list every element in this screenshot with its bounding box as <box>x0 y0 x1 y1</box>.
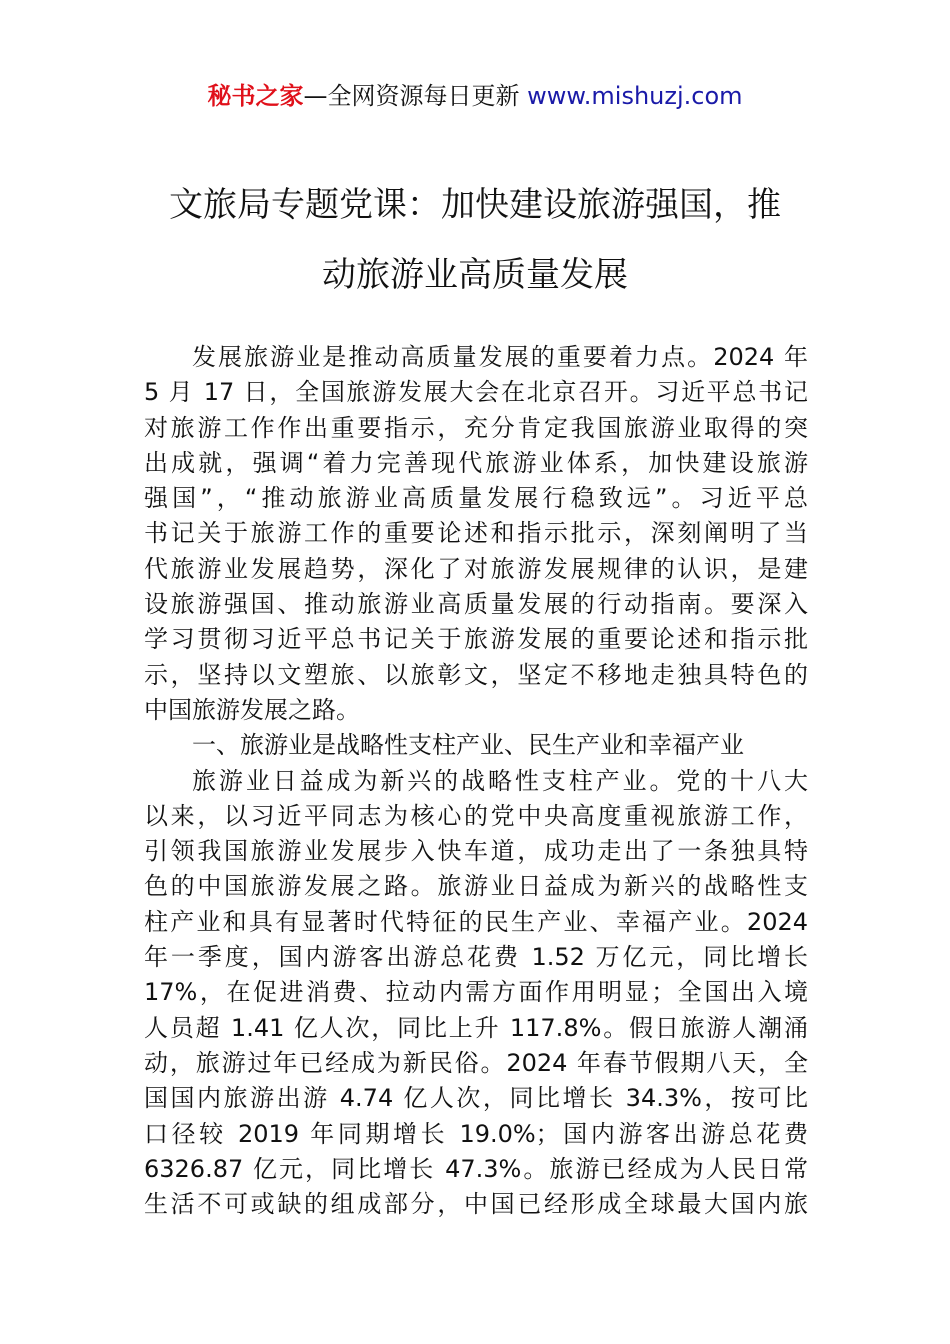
paragraph-line: 人员超 1.41 亿人次，同比上升 117.8%。假日旅游人潮涌 <box>144 1013 808 1042</box>
paragraph-line: 出成就，强调“着力完善现代旅游业体系，加快建设旅游 <box>144 448 808 477</box>
paragraph-line: 引领我国旅游业发展步入快车道，成功走出了一条独具特 <box>144 837 808 866</box>
section-heading: 一、旅游业是战略性支柱产业、民生产业和幸福产业 <box>192 731 744 760</box>
document-title <box>0 170 950 310</box>
paragraph-line: 口径较 2019 年同期增长 19.0%；国内游客出游总花费 <box>144 1119 808 1148</box>
paragraph-line: 年一季度，国内游客出游总花费 1.52 万亿元，同比增长 <box>144 943 808 972</box>
site-url-link[interactable]: www.mishuzj.com <box>527 82 743 110</box>
paragraph-line: 以来，以习近平同志为核心的党中央高度重视旅游工作， <box>144 801 808 830</box>
paragraph-line: 生活不可或缺的组成部分，中国已经形成全球最大国内旅 <box>144 1190 808 1219</box>
title-line-2: 动旅游业高质量发展 <box>322 255 628 295</box>
paragraph-line: 柱产业和具有显著时代特征的民生产业、幸福产业。2024 <box>144 907 808 936</box>
paragraph-line: 强国”，“推动旅游业高质量发展行稳致远”。习近平总 <box>144 484 808 513</box>
document-body <box>144 340 808 1222</box>
brand-name: 秘书之家 <box>207 82 304 110</box>
paragraph-line: 代旅游业发展趋势，深化了对旅游发展规律的认识，是建 <box>144 554 808 583</box>
paragraph-line: 对旅游工作作出重要指示，充分肯定我国旅游业取得的突 <box>144 413 808 442</box>
paragraph-line: 6326.87 亿元，同比增长 47.3%。旅游已经成为人民日常 <box>144 1154 808 1183</box>
paragraph-line: 17%，在促进消费、拉动内需方面作用明显；全国出入境 <box>144 978 808 1007</box>
site-header <box>0 80 950 112</box>
paragraph-line: 示，坚持以文塑旅、以旅彰文，坚定不移地走独具特色的 <box>144 660 808 689</box>
paragraph-line: 中国旅游发展之路。 <box>144 695 360 724</box>
paragraph-line: 学习贯彻习近平总书记关于旅游发展的重要论述和指示批 <box>144 625 808 654</box>
paragraph-line: 动，旅游过年已经成为新民俗。2024 年春节假期八天，全 <box>144 1048 808 1077</box>
paragraph-line: 发展旅游业是推动高质量发展的重要着力点。2024 年 <box>192 343 808 371</box>
paragraph-line: 旅游业日益成为新兴的战略性支柱产业。党的十八大 <box>192 766 808 795</box>
paragraph-line: 5 月 17 日，全国旅游发展大会在北京召开。习近平总书记 <box>144 378 808 407</box>
header-tagline: —全网资源每日更新 <box>303 82 520 110</box>
paragraph-line: 国国内旅游出游 4.74 亿人次，同比增长 34.3%，按可比 <box>144 1084 808 1113</box>
paragraph-line: 色的中国旅游发展之路。旅游业日益成为新兴的战略性支 <box>144 872 808 901</box>
paragraph-line: 书记关于旅游工作的重要论述和指示批示，深刻阐明了当 <box>144 519 808 548</box>
paragraph-line: 设旅游强国、推动旅游业高质量发展的行动指南。要深入 <box>144 590 808 619</box>
title-line-1: 文旅局专题党课：加快建设旅游强国，推 <box>169 185 781 225</box>
